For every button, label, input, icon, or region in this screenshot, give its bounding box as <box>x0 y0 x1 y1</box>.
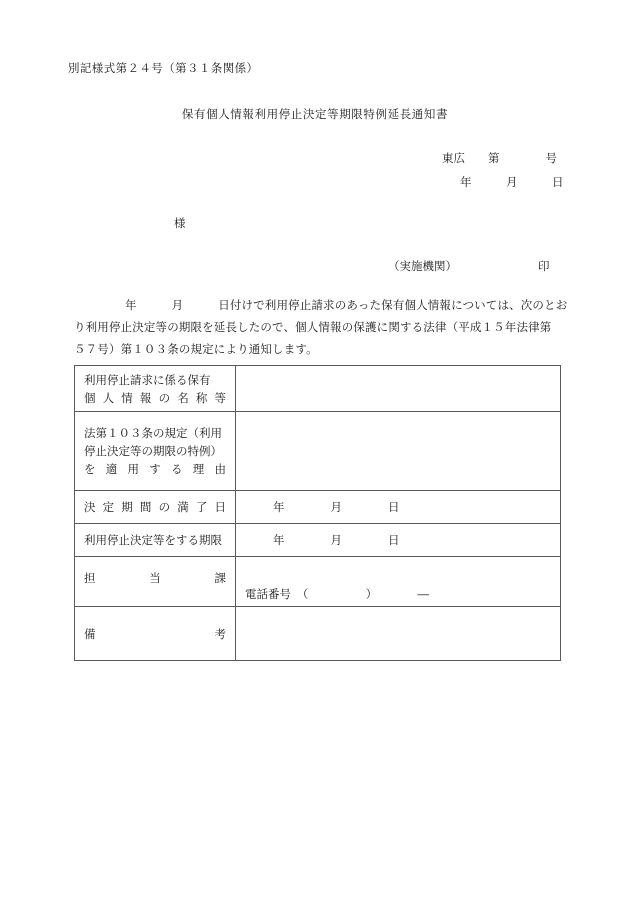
row-value-name-of-retained-info[interactable] <box>236 366 561 412</box>
label-char: 期 <box>121 500 133 514</box>
row-value-deadline-for-use-suspension-decision[interactable] <box>236 524 561 557</box>
label-char: 由 <box>214 462 226 476</box>
table-row <box>75 607 561 661</box>
row-label-remarks <box>75 607 236 661</box>
page-title: 保有個人情報利用停止決定等期限特例延長通知書 <box>181 107 449 121</box>
label-char: 当 <box>149 571 161 585</box>
label-char: 決 <box>84 500 96 514</box>
document-date-field: 年 月 日 <box>460 175 564 189</box>
body-paragraph-line-3: ５７号）第１０３条の規定により通知します。 <box>74 342 318 356</box>
label-line-justified <box>84 625 226 643</box>
table-row <box>75 491 561 524</box>
label-char: 考 <box>214 626 226 641</box>
table-row <box>75 557 561 607</box>
date-placeholder: 年 月 日 <box>273 533 400 547</box>
label-line-justified <box>84 498 226 516</box>
label-char: 情 <box>121 390 133 405</box>
date-placeholder: 年 月 日 <box>273 500 400 514</box>
row-label-name-of-retained-info <box>75 366 236 412</box>
addressee-honorific: 様 <box>174 216 186 230</box>
label-char: 報 <box>139 390 152 405</box>
label-line-justified <box>84 570 226 586</box>
row-label-reason-for-applying-article-103 <box>75 412 236 491</box>
form-table <box>74 365 561 661</box>
label-line: 利用停止請求に係る保有 <box>84 372 211 387</box>
label-char: 担 <box>84 571 96 585</box>
row-value-decision-period-expiry-date[interactable] <box>236 491 561 524</box>
label-char: の <box>158 390 171 405</box>
label-char: す <box>149 462 161 476</box>
label-char: 満 <box>177 500 189 514</box>
table-row <box>75 412 561 491</box>
label-char: 日 <box>214 500 226 514</box>
label-line: 法第１０３条の規定（利用 <box>84 426 222 440</box>
label-char: 定 <box>102 500 115 514</box>
label-char: 個 <box>84 390 96 405</box>
table-row <box>75 524 561 557</box>
label-char: 等 <box>214 390 226 405</box>
label-char: る <box>171 462 183 476</box>
label-char: 適 <box>105 462 118 476</box>
row-value-reason-for-applying-article-103[interactable] <box>236 412 561 491</box>
seal-stamp-icon: 印 <box>538 259 550 273</box>
label-line: 停止決定等の期限の特例） <box>84 444 222 458</box>
label-char: 間 <box>139 500 152 514</box>
row-label-deadline-for-use-suspension-decision <box>75 524 236 557</box>
label-line: 利用停止決定等をする期限 <box>84 533 222 547</box>
document-number-field: 東広 第 号 <box>442 151 557 165</box>
row-value-remarks[interactable] <box>236 607 561 661</box>
issuing-authority-label: （実施機関） <box>388 259 457 273</box>
label-char: 課 <box>214 571 226 585</box>
label-char: を <box>84 462 96 476</box>
body-paragraph-line-2: り利用停止決定等の期限を延長したので、個人情報の保護に関する法律（平成１５年法律第 <box>74 320 552 334</box>
label-char: 用 <box>127 462 139 476</box>
telephone-field: 電話番号 （ ） ― <box>245 587 429 601</box>
label-char: 理 <box>192 462 205 476</box>
label-char: 備 <box>84 626 96 641</box>
label-char: 名 <box>177 390 189 405</box>
form-number: 別記様式第２４号（第３１条関係） <box>68 61 259 75</box>
row-value-responsible-division[interactable] <box>236 557 561 607</box>
row-label-responsible-division <box>75 557 236 607</box>
label-char: の <box>158 500 171 514</box>
label-char: 人 <box>102 390 115 405</box>
label-line-justified <box>84 460 226 478</box>
label-line-justified <box>84 389 226 407</box>
body-paragraph-line-1: 年 月 日付けで利用停止請求のあった保有個人情報については、次のとお <box>125 298 568 312</box>
label-char: 称 <box>195 390 208 405</box>
table-row <box>75 366 561 412</box>
label-char: 了 <box>195 500 208 514</box>
row-label-decision-period-expiry-date <box>75 491 236 524</box>
